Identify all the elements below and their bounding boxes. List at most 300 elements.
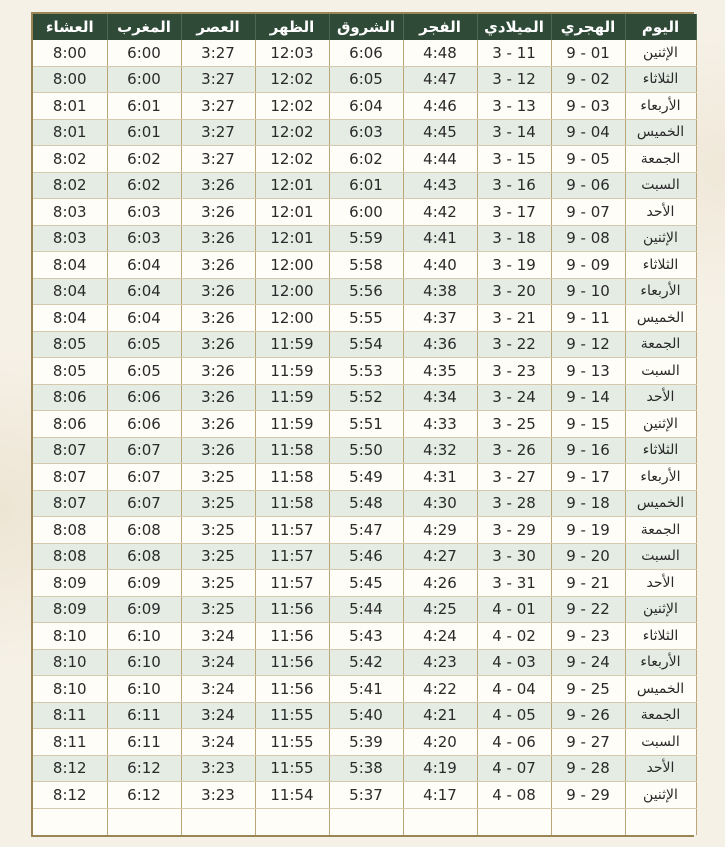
cell-asr: 3:27 bbox=[181, 119, 255, 146]
cell-shuruq: 5:42 bbox=[329, 649, 403, 676]
cell-gregorian: 14 - 3 bbox=[477, 119, 551, 146]
empty-cell bbox=[181, 808, 255, 835]
cell-fajr: 4:24 bbox=[403, 623, 477, 650]
cell-hijri: 07 - 9 bbox=[551, 199, 625, 226]
empty-cell bbox=[403, 808, 477, 835]
cell-day: الأربعاء bbox=[625, 93, 696, 120]
table-row bbox=[33, 543, 696, 570]
cell-hijri: 02 - 9 bbox=[551, 66, 625, 93]
cell-dhuhr: 11:55 bbox=[255, 729, 329, 756]
table-row bbox=[33, 93, 696, 120]
cell-isha: 8:00 bbox=[33, 66, 107, 93]
cell-shuruq: 5:51 bbox=[329, 411, 403, 438]
cell-fajr: 4:32 bbox=[403, 437, 477, 464]
cell-asr: 3:25 bbox=[181, 570, 255, 597]
cell-day: الإثنين bbox=[625, 411, 696, 438]
cell-shuruq: 5:39 bbox=[329, 729, 403, 756]
cell-maghrib: 6:10 bbox=[107, 623, 181, 650]
cell-shuruq: 5:53 bbox=[329, 358, 403, 385]
table-row bbox=[33, 305, 696, 332]
cell-fajr: 4:40 bbox=[403, 252, 477, 279]
cell-hijri: 13 - 9 bbox=[551, 358, 625, 385]
cell-maghrib: 6:09 bbox=[107, 596, 181, 623]
cell-dhuhr: 11:56 bbox=[255, 623, 329, 650]
cell-gregorian: 01 - 4 bbox=[477, 596, 551, 623]
cell-dhuhr: 11:58 bbox=[255, 437, 329, 464]
cell-isha: 8:05 bbox=[33, 331, 107, 358]
cell-fajr: 4:25 bbox=[403, 596, 477, 623]
empty-cell bbox=[329, 808, 403, 835]
cell-gregorian: 12 - 3 bbox=[477, 66, 551, 93]
cell-shuruq: 6:05 bbox=[329, 66, 403, 93]
cell-hijri: 16 - 9 bbox=[551, 437, 625, 464]
cell-isha: 8:02 bbox=[33, 172, 107, 199]
cell-maghrib: 6:12 bbox=[107, 755, 181, 782]
cell-hijri: 28 - 9 bbox=[551, 755, 625, 782]
cell-asr: 3:26 bbox=[181, 225, 255, 252]
cell-dhuhr: 12:01 bbox=[255, 199, 329, 226]
cell-asr: 3:26 bbox=[181, 331, 255, 358]
cell-hijri: 01 - 9 bbox=[551, 40, 625, 66]
cell-day: الثلاثاء bbox=[625, 252, 696, 279]
cell-fajr: 4:38 bbox=[403, 278, 477, 305]
cell-maghrib: 6:07 bbox=[107, 464, 181, 491]
cell-maghrib: 6:08 bbox=[107, 517, 181, 544]
cell-fajr: 4:41 bbox=[403, 225, 477, 252]
cell-dhuhr: 11:59 bbox=[255, 331, 329, 358]
table-row bbox=[33, 623, 696, 650]
cell-isha: 8:05 bbox=[33, 358, 107, 385]
cell-isha: 8:02 bbox=[33, 146, 107, 173]
cell-dhuhr: 11:59 bbox=[255, 384, 329, 411]
cell-maghrib: 6:11 bbox=[107, 702, 181, 729]
cell-isha: 8:00 bbox=[33, 40, 107, 66]
table-row bbox=[33, 490, 696, 517]
cell-isha: 8:09 bbox=[33, 596, 107, 623]
table-row bbox=[33, 384, 696, 411]
cell-hijri: 23 - 9 bbox=[551, 623, 625, 650]
table-row bbox=[33, 358, 696, 385]
cell-maghrib: 6:10 bbox=[107, 649, 181, 676]
cell-dhuhr: 11:57 bbox=[255, 517, 329, 544]
cell-day: الثلاثاء bbox=[625, 623, 696, 650]
empty-row bbox=[33, 808, 696, 835]
cell-maghrib: 6:02 bbox=[107, 172, 181, 199]
cell-shuruq: 5:45 bbox=[329, 570, 403, 597]
header-dhuhr: الظهر bbox=[255, 14, 329, 40]
cell-day: الجمعة bbox=[625, 702, 696, 729]
table-row bbox=[33, 278, 696, 305]
cell-fajr: 4:19 bbox=[403, 755, 477, 782]
cell-isha: 8:08 bbox=[33, 543, 107, 570]
cell-fajr: 4:36 bbox=[403, 331, 477, 358]
cell-fajr: 4:47 bbox=[403, 66, 477, 93]
cell-fajr: 4:37 bbox=[403, 305, 477, 332]
cell-hijri: 04 - 9 bbox=[551, 119, 625, 146]
cell-shuruq: 5:49 bbox=[329, 464, 403, 491]
cell-day: الأحد bbox=[625, 570, 696, 597]
cell-hijri: 21 - 9 bbox=[551, 570, 625, 597]
cell-maghrib: 6:05 bbox=[107, 358, 181, 385]
cell-hijri: 10 - 9 bbox=[551, 278, 625, 305]
table-row bbox=[33, 782, 696, 809]
cell-shuruq: 6:06 bbox=[329, 40, 403, 66]
cell-maghrib: 6:04 bbox=[107, 252, 181, 279]
cell-shuruq: 5:59 bbox=[329, 225, 403, 252]
header-shuruq: الشروق bbox=[329, 14, 403, 40]
cell-day: الإثنين bbox=[625, 40, 696, 66]
cell-asr: 3:24 bbox=[181, 649, 255, 676]
cell-asr: 3:27 bbox=[181, 66, 255, 93]
cell-dhuhr: 11:59 bbox=[255, 411, 329, 438]
cell-day: الأربعاء bbox=[625, 649, 696, 676]
cell-isha: 8:04 bbox=[33, 278, 107, 305]
table-row bbox=[33, 570, 696, 597]
empty-cell bbox=[33, 808, 107, 835]
cell-gregorian: 06 - 4 bbox=[477, 729, 551, 756]
cell-asr: 3:27 bbox=[181, 93, 255, 120]
cell-shuruq: 6:04 bbox=[329, 93, 403, 120]
cell-maghrib: 6:00 bbox=[107, 40, 181, 66]
table-row bbox=[33, 146, 696, 173]
cell-isha: 8:01 bbox=[33, 93, 107, 120]
table-row bbox=[33, 517, 696, 544]
cell-day: الثلاثاء bbox=[625, 66, 696, 93]
cell-gregorian: 17 - 3 bbox=[477, 199, 551, 226]
cell-day: الجمعة bbox=[625, 146, 696, 173]
cell-hijri: 25 - 9 bbox=[551, 676, 625, 703]
table-row bbox=[33, 331, 696, 358]
cell-isha: 8:04 bbox=[33, 252, 107, 279]
cell-shuruq: 5:47 bbox=[329, 517, 403, 544]
cell-fajr: 4:31 bbox=[403, 464, 477, 491]
cell-asr: 3:25 bbox=[181, 543, 255, 570]
empty-cell bbox=[255, 808, 329, 835]
cell-day: الخميس bbox=[625, 676, 696, 703]
cell-hijri: 06 - 9 bbox=[551, 172, 625, 199]
table-row bbox=[33, 755, 696, 782]
header-hijri: الهجري bbox=[551, 14, 625, 40]
cell-asr: 3:26 bbox=[181, 437, 255, 464]
cell-day: الخميس bbox=[625, 490, 696, 517]
cell-day: السبت bbox=[625, 543, 696, 570]
cell-day: الأحد bbox=[625, 755, 696, 782]
cell-asr: 3:26 bbox=[181, 172, 255, 199]
cell-shuruq: 5:40 bbox=[329, 702, 403, 729]
cell-fajr: 4:23 bbox=[403, 649, 477, 676]
cell-fajr: 4:17 bbox=[403, 782, 477, 809]
cell-shuruq: 6:00 bbox=[329, 199, 403, 226]
cell-isha: 8:06 bbox=[33, 384, 107, 411]
cell-gregorian: 30 - 3 bbox=[477, 543, 551, 570]
cell-gregorian: 28 - 3 bbox=[477, 490, 551, 517]
cell-fajr: 4:42 bbox=[403, 199, 477, 226]
cell-day: الأحد bbox=[625, 199, 696, 226]
table-row bbox=[33, 40, 696, 66]
cell-fajr: 4:35 bbox=[403, 358, 477, 385]
cell-shuruq: 5:41 bbox=[329, 676, 403, 703]
cell-dhuhr: 11:56 bbox=[255, 649, 329, 676]
cell-asr: 3:27 bbox=[181, 146, 255, 173]
cell-maghrib: 6:07 bbox=[107, 490, 181, 517]
cell-gregorian: 11 - 3 bbox=[477, 40, 551, 66]
cell-shuruq: 5:46 bbox=[329, 543, 403, 570]
cell-isha: 8:07 bbox=[33, 464, 107, 491]
cell-dhuhr: 11:55 bbox=[255, 702, 329, 729]
empty-cell bbox=[477, 808, 551, 835]
cell-shuruq: 5:52 bbox=[329, 384, 403, 411]
cell-dhuhr: 12:03 bbox=[255, 40, 329, 66]
cell-dhuhr: 12:02 bbox=[255, 66, 329, 93]
cell-isha: 8:10 bbox=[33, 649, 107, 676]
cell-asr: 3:24 bbox=[181, 702, 255, 729]
cell-maghrib: 6:06 bbox=[107, 411, 181, 438]
cell-shuruq: 5:43 bbox=[329, 623, 403, 650]
prayer-times-table bbox=[33, 14, 697, 835]
cell-asr: 3:24 bbox=[181, 623, 255, 650]
empty-cell bbox=[625, 808, 696, 835]
cell-hijri: 26 - 9 bbox=[551, 702, 625, 729]
cell-asr: 3:23 bbox=[181, 782, 255, 809]
cell-maghrib: 6:12 bbox=[107, 782, 181, 809]
cell-maghrib: 6:08 bbox=[107, 543, 181, 570]
cell-dhuhr: 11:58 bbox=[255, 490, 329, 517]
header-maghrib: المغرب bbox=[107, 14, 181, 40]
cell-dhuhr: 12:02 bbox=[255, 146, 329, 173]
cell-dhuhr: 11:54 bbox=[255, 782, 329, 809]
cell-dhuhr: 12:01 bbox=[255, 172, 329, 199]
cell-asr: 3:26 bbox=[181, 252, 255, 279]
cell-gregorian: 22 - 3 bbox=[477, 331, 551, 358]
cell-day: الأحد bbox=[625, 384, 696, 411]
cell-dhuhr: 12:02 bbox=[255, 119, 329, 146]
table-row bbox=[33, 119, 696, 146]
cell-day: الإثنين bbox=[625, 596, 696, 623]
cell-isha: 8:07 bbox=[33, 437, 107, 464]
cell-shuruq: 5:37 bbox=[329, 782, 403, 809]
cell-gregorian: 25 - 3 bbox=[477, 411, 551, 438]
cell-shuruq: 5:56 bbox=[329, 278, 403, 305]
cell-gregorian: 29 - 3 bbox=[477, 517, 551, 544]
cell-hijri: 22 - 9 bbox=[551, 596, 625, 623]
cell-maghrib: 6:11 bbox=[107, 729, 181, 756]
cell-day: السبت bbox=[625, 729, 696, 756]
cell-isha: 8:11 bbox=[33, 729, 107, 756]
cell-asr: 3:24 bbox=[181, 676, 255, 703]
cell-fajr: 4:21 bbox=[403, 702, 477, 729]
cell-hijri: 05 - 9 bbox=[551, 146, 625, 173]
table-row bbox=[33, 676, 696, 703]
table-body bbox=[33, 40, 696, 835]
cell-fajr: 4:30 bbox=[403, 490, 477, 517]
cell-maghrib: 6:02 bbox=[107, 146, 181, 173]
table-row bbox=[33, 411, 696, 438]
cell-hijri: 19 - 9 bbox=[551, 517, 625, 544]
cell-asr: 3:27 bbox=[181, 40, 255, 66]
table-row bbox=[33, 172, 696, 199]
table-row bbox=[33, 437, 696, 464]
cell-gregorian: 26 - 3 bbox=[477, 437, 551, 464]
cell-shuruq: 5:54 bbox=[329, 331, 403, 358]
cell-hijri: 09 - 9 bbox=[551, 252, 625, 279]
cell-fajr: 4:34 bbox=[403, 384, 477, 411]
cell-gregorian: 08 - 4 bbox=[477, 782, 551, 809]
cell-shuruq: 5:48 bbox=[329, 490, 403, 517]
cell-fajr: 4:27 bbox=[403, 543, 477, 570]
empty-cell bbox=[551, 808, 625, 835]
cell-hijri: 18 - 9 bbox=[551, 490, 625, 517]
cell-day: السبت bbox=[625, 172, 696, 199]
header-isha: العشاء bbox=[33, 14, 107, 40]
table-row bbox=[33, 252, 696, 279]
cell-shuruq: 5:58 bbox=[329, 252, 403, 279]
cell-gregorian: 23 - 3 bbox=[477, 358, 551, 385]
cell-asr: 3:26 bbox=[181, 199, 255, 226]
cell-gregorian: 13 - 3 bbox=[477, 93, 551, 120]
cell-hijri: 08 - 9 bbox=[551, 225, 625, 252]
cell-fajr: 4:26 bbox=[403, 570, 477, 597]
cell-asr: 3:25 bbox=[181, 596, 255, 623]
cell-fajr: 4:45 bbox=[403, 119, 477, 146]
cell-asr: 3:26 bbox=[181, 278, 255, 305]
cell-fajr: 4:20 bbox=[403, 729, 477, 756]
cell-isha: 8:10 bbox=[33, 676, 107, 703]
cell-gregorian: 07 - 4 bbox=[477, 755, 551, 782]
cell-asr: 3:24 bbox=[181, 729, 255, 756]
cell-gregorian: 04 - 4 bbox=[477, 676, 551, 703]
cell-isha: 8:11 bbox=[33, 702, 107, 729]
cell-maghrib: 6:06 bbox=[107, 384, 181, 411]
cell-gregorian: 15 - 3 bbox=[477, 146, 551, 173]
cell-isha: 8:03 bbox=[33, 199, 107, 226]
cell-maghrib: 6:05 bbox=[107, 331, 181, 358]
cell-maghrib: 6:01 bbox=[107, 93, 181, 120]
cell-maghrib: 6:04 bbox=[107, 305, 181, 332]
cell-maghrib: 6:10 bbox=[107, 676, 181, 703]
cell-isha: 8:01 bbox=[33, 119, 107, 146]
cell-hijri: 24 - 9 bbox=[551, 649, 625, 676]
table-row bbox=[33, 649, 696, 676]
cell-shuruq: 5:50 bbox=[329, 437, 403, 464]
cell-asr: 3:25 bbox=[181, 517, 255, 544]
cell-hijri: 12 - 9 bbox=[551, 331, 625, 358]
cell-isha: 8:10 bbox=[33, 623, 107, 650]
cell-dhuhr: 11:55 bbox=[255, 755, 329, 782]
cell-shuruq: 6:03 bbox=[329, 119, 403, 146]
cell-day: الإثنين bbox=[625, 225, 696, 252]
cell-gregorian: 03 - 4 bbox=[477, 649, 551, 676]
header-gregorian: الميلادي bbox=[477, 14, 551, 40]
cell-gregorian: 05 - 4 bbox=[477, 702, 551, 729]
cell-day: الخميس bbox=[625, 305, 696, 332]
cell-shuruq: 5:55 bbox=[329, 305, 403, 332]
cell-day: الأربعاء bbox=[625, 278, 696, 305]
cell-fajr: 4:48 bbox=[403, 40, 477, 66]
cell-asr: 3:26 bbox=[181, 384, 255, 411]
table-row bbox=[33, 199, 696, 226]
cell-maghrib: 6:04 bbox=[107, 278, 181, 305]
table-row bbox=[33, 729, 696, 756]
cell-fajr: 4:44 bbox=[403, 146, 477, 173]
cell-hijri: 29 - 9 bbox=[551, 782, 625, 809]
cell-isha: 8:12 bbox=[33, 755, 107, 782]
cell-hijri: 20 - 9 bbox=[551, 543, 625, 570]
cell-fajr: 4:22 bbox=[403, 676, 477, 703]
cell-gregorian: 02 - 4 bbox=[477, 623, 551, 650]
cell-isha: 8:08 bbox=[33, 517, 107, 544]
cell-isha: 8:06 bbox=[33, 411, 107, 438]
table-row bbox=[33, 702, 696, 729]
cell-gregorian: 27 - 3 bbox=[477, 464, 551, 491]
cell-dhuhr: 12:00 bbox=[255, 278, 329, 305]
cell-isha: 8:04 bbox=[33, 305, 107, 332]
header-fajr: الفجر bbox=[403, 14, 477, 40]
cell-gregorian: 24 - 3 bbox=[477, 384, 551, 411]
cell-day: السبت bbox=[625, 358, 696, 385]
cell-maghrib: 6:03 bbox=[107, 225, 181, 252]
cell-dhuhr: 12:01 bbox=[255, 225, 329, 252]
table-row bbox=[33, 464, 696, 491]
cell-gregorian: 19 - 3 bbox=[477, 252, 551, 279]
cell-dhuhr: 11:58 bbox=[255, 464, 329, 491]
cell-isha: 8:12 bbox=[33, 782, 107, 809]
cell-dhuhr: 11:57 bbox=[255, 570, 329, 597]
cell-gregorian: 16 - 3 bbox=[477, 172, 551, 199]
cell-shuruq: 5:38 bbox=[329, 755, 403, 782]
cell-fajr: 4:29 bbox=[403, 517, 477, 544]
cell-hijri: 15 - 9 bbox=[551, 411, 625, 438]
cell-dhuhr: 12:00 bbox=[255, 305, 329, 332]
cell-shuruq: 6:02 bbox=[329, 146, 403, 173]
cell-gregorian: 18 - 3 bbox=[477, 225, 551, 252]
cell-asr: 3:23 bbox=[181, 755, 255, 782]
empty-cell bbox=[107, 808, 181, 835]
cell-fajr: 4:46 bbox=[403, 93, 477, 120]
cell-maghrib: 6:07 bbox=[107, 437, 181, 464]
cell-isha: 8:09 bbox=[33, 570, 107, 597]
cell-gregorian: 20 - 3 bbox=[477, 278, 551, 305]
cell-asr: 3:25 bbox=[181, 464, 255, 491]
cell-shuruq: 6:01 bbox=[329, 172, 403, 199]
cell-hijri: 03 - 9 bbox=[551, 93, 625, 120]
cell-asr: 3:26 bbox=[181, 305, 255, 332]
cell-maghrib: 6:00 bbox=[107, 66, 181, 93]
cell-day: الجمعة bbox=[625, 331, 696, 358]
table-row bbox=[33, 66, 696, 93]
cell-maghrib: 6:01 bbox=[107, 119, 181, 146]
cell-dhuhr: 11:56 bbox=[255, 596, 329, 623]
cell-hijri: 27 - 9 bbox=[551, 729, 625, 756]
cell-gregorian: 21 - 3 bbox=[477, 305, 551, 332]
cell-dhuhr: 11:57 bbox=[255, 543, 329, 570]
prayer-times-table-frame bbox=[31, 12, 694, 837]
table-header-row bbox=[33, 14, 696, 40]
header-day: اليوم bbox=[625, 14, 696, 40]
cell-dhuhr: 11:59 bbox=[255, 358, 329, 385]
table-row bbox=[33, 225, 696, 252]
cell-hijri: 17 - 9 bbox=[551, 464, 625, 491]
cell-day: الثلاثاء bbox=[625, 437, 696, 464]
cell-hijri: 14 - 9 bbox=[551, 384, 625, 411]
cell-fajr: 4:33 bbox=[403, 411, 477, 438]
cell-asr: 3:26 bbox=[181, 358, 255, 385]
cell-dhuhr: 12:00 bbox=[255, 252, 329, 279]
table-row bbox=[33, 596, 696, 623]
header-asr: العصر bbox=[181, 14, 255, 40]
cell-maghrib: 6:03 bbox=[107, 199, 181, 226]
cell-gregorian: 31 - 3 bbox=[477, 570, 551, 597]
cell-shuruq: 5:44 bbox=[329, 596, 403, 623]
